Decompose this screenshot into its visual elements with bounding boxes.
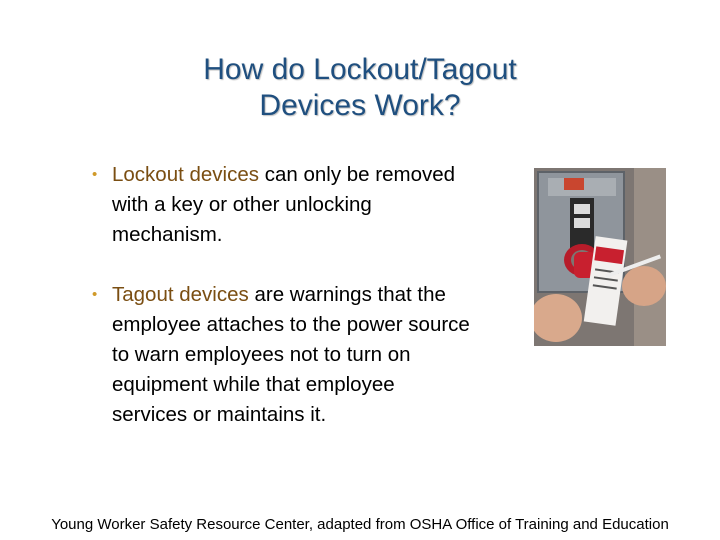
term-lockout-devices: Lockout devices xyxy=(112,163,260,186)
bullet-line: equipment while that employee xyxy=(112,373,395,396)
bullet-text: are warnings that the xyxy=(248,283,446,306)
bullet-line: employee attaches to the power source xyxy=(112,313,470,336)
bullet-lockout xyxy=(92,160,532,250)
bullet-tagout xyxy=(92,280,532,430)
footer-credit: Young Worker Safety Resource Center, adapted from OSHA Office of Training and Education xyxy=(51,516,669,533)
lockout-tagout-photo xyxy=(534,168,666,346)
bullet-list xyxy=(92,160,532,466)
slide-title xyxy=(110,52,610,124)
bullet-line: to warn employees not to turn on xyxy=(112,343,411,366)
bullet-line: with a key or other unlocking xyxy=(112,193,372,216)
bullet-line: services or maintains it. xyxy=(112,403,327,426)
bullet-line xyxy=(112,160,532,190)
bullet-line: mechanism. xyxy=(112,223,223,246)
term-tagout-devices: Tagout devices xyxy=(112,283,249,306)
title-line-2: Devices Work? xyxy=(259,89,461,122)
title-line-1: How do Lockout/Tagout xyxy=(203,53,517,86)
lockout-photo-illustration xyxy=(534,168,666,346)
bullet-dot: • xyxy=(92,166,98,183)
bullet-text: can only be removed xyxy=(259,163,456,186)
bullet-dot: • xyxy=(92,286,98,303)
bullet-line xyxy=(112,280,532,310)
